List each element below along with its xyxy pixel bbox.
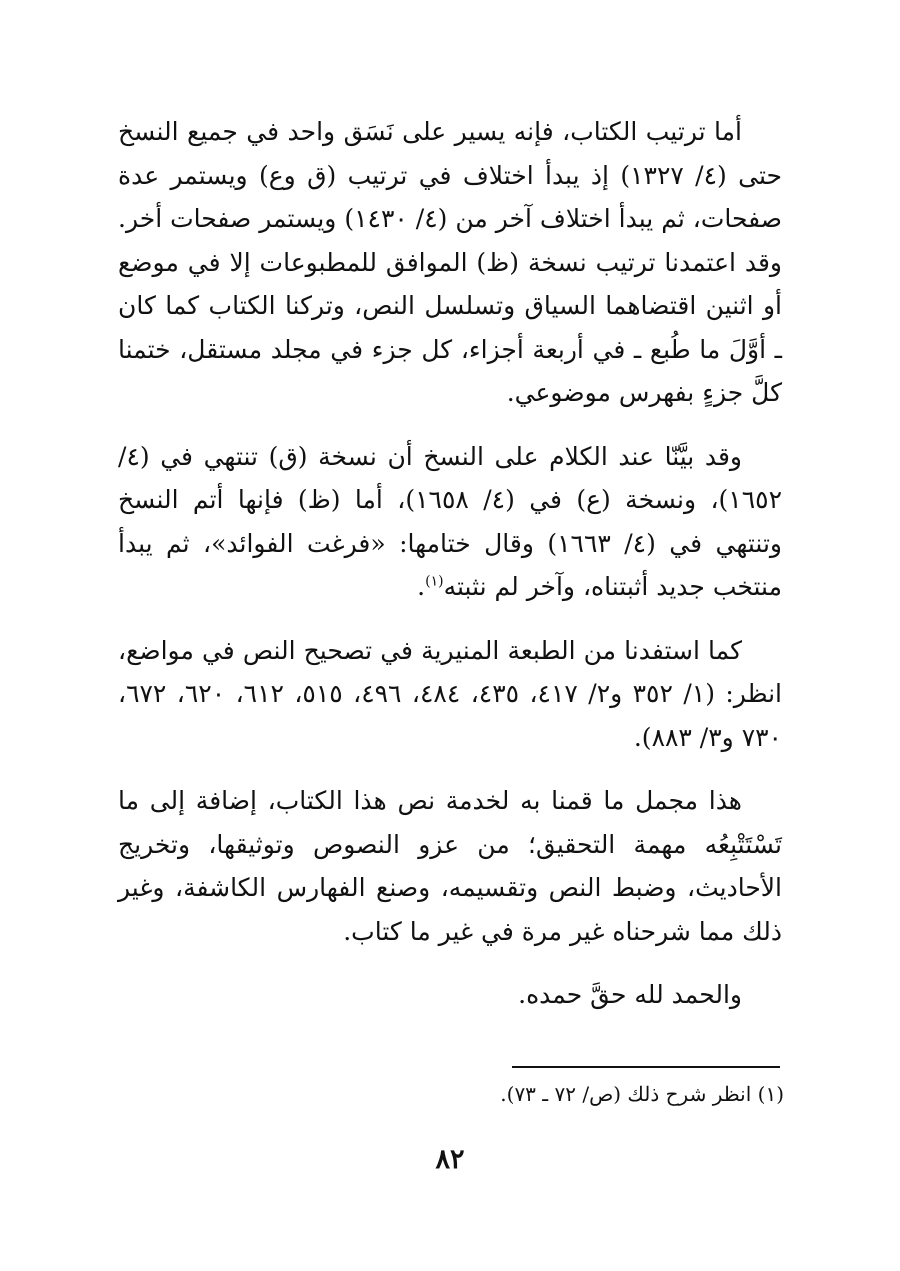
footnote-divider <box>512 1066 780 1068</box>
main-text <box>118 110 782 1037</box>
paragraph-manuscripts <box>118 435 782 609</box>
closing-praise: والحمد لله حقَّ حمده. <box>518 980 742 1009</box>
paragraph-manuscripts-text: وقد بيَّنّا عند الكلام على النسخ أن نسخة (ق) تنتهي في (٤/ ١٦٥٢)، ونسخة (ع) في (٤/ ١٦٥٨)، أما (ظ) فإنها أتم النسخ وتنتهي في (٤/ ١٦٦٣) وقال ختامها: «فرغت الفوائد»، ثم يبدأ منتخب جديد أثبتناه، وآخر لم نثبته <box>118 441 782 601</box>
paragraph-arrangement: أما ترتيب الكتاب، فإنه يسير على نَسَق واحد في جميع النسخ حتى (٤/ ١٣٢٧) إذ يبدأ اختلاف في ترتيب (ق وع) ويستمر عدة صفحات، ثم يبدأ اختلاف آخر من (٤/ ١٤٣٠) ويستمر صفحات أخر. وقد اعتمدنا ترتيب نسخة (ظ) الموافق للمطبوعات إلا في موضع أو اثنين اقتضاهما السياق وتسلسل النص، وتركنا الكتاب كما كان ـ أوَّلَ ما طُبع ـ في أربعة أجزاء، كل جزء في مجلد مستقل، ختمنا كلَّ جزءٍ بفهرس موضوعي. <box>118 117 782 407</box>
paragraph-muniriyya-edition: كما استفدنا من الطبعة المنيرية في تصحيح النص في مواضع، انظر: (١/ ٣٥٢ و٢/ ٤١٧، ٤٣٥، ٤٨٤، ٤٩٦، ٥١٥، ٦١٢، ٦٢٠، ٦٧٢، ٧٣٠ و٣/ ٨٨٣). <box>118 635 782 752</box>
paragraph-manuscripts-end: . <box>417 572 426 601</box>
page-number: ٨٢ <box>435 1144 465 1175</box>
footnote-text: انظر شرح ذلك (ص/ ٧٢ ـ ٧٣). <box>500 1082 752 1106</box>
paragraph-summary: هذا مجمل ما قمنا به لخدمة نص هذا الكتاب، إضافة إلى ما تَسْتَتْبِعُه مهمة التحقيق؛ من عزو النصوص وتوثيقها، وتخريج الأحاديث، وضبط النص وتقسيمه، وصنع الفهارس الكاشفة، وغير ذلك مما شرحناه غير مرة في غير ما كتاب. <box>118 786 782 946</box>
footnote-marker: (١) <box>757 1082 784 1106</box>
footnote <box>300 1079 784 1109</box>
footnote-reference[interactable]: (١) <box>425 573 444 590</box>
